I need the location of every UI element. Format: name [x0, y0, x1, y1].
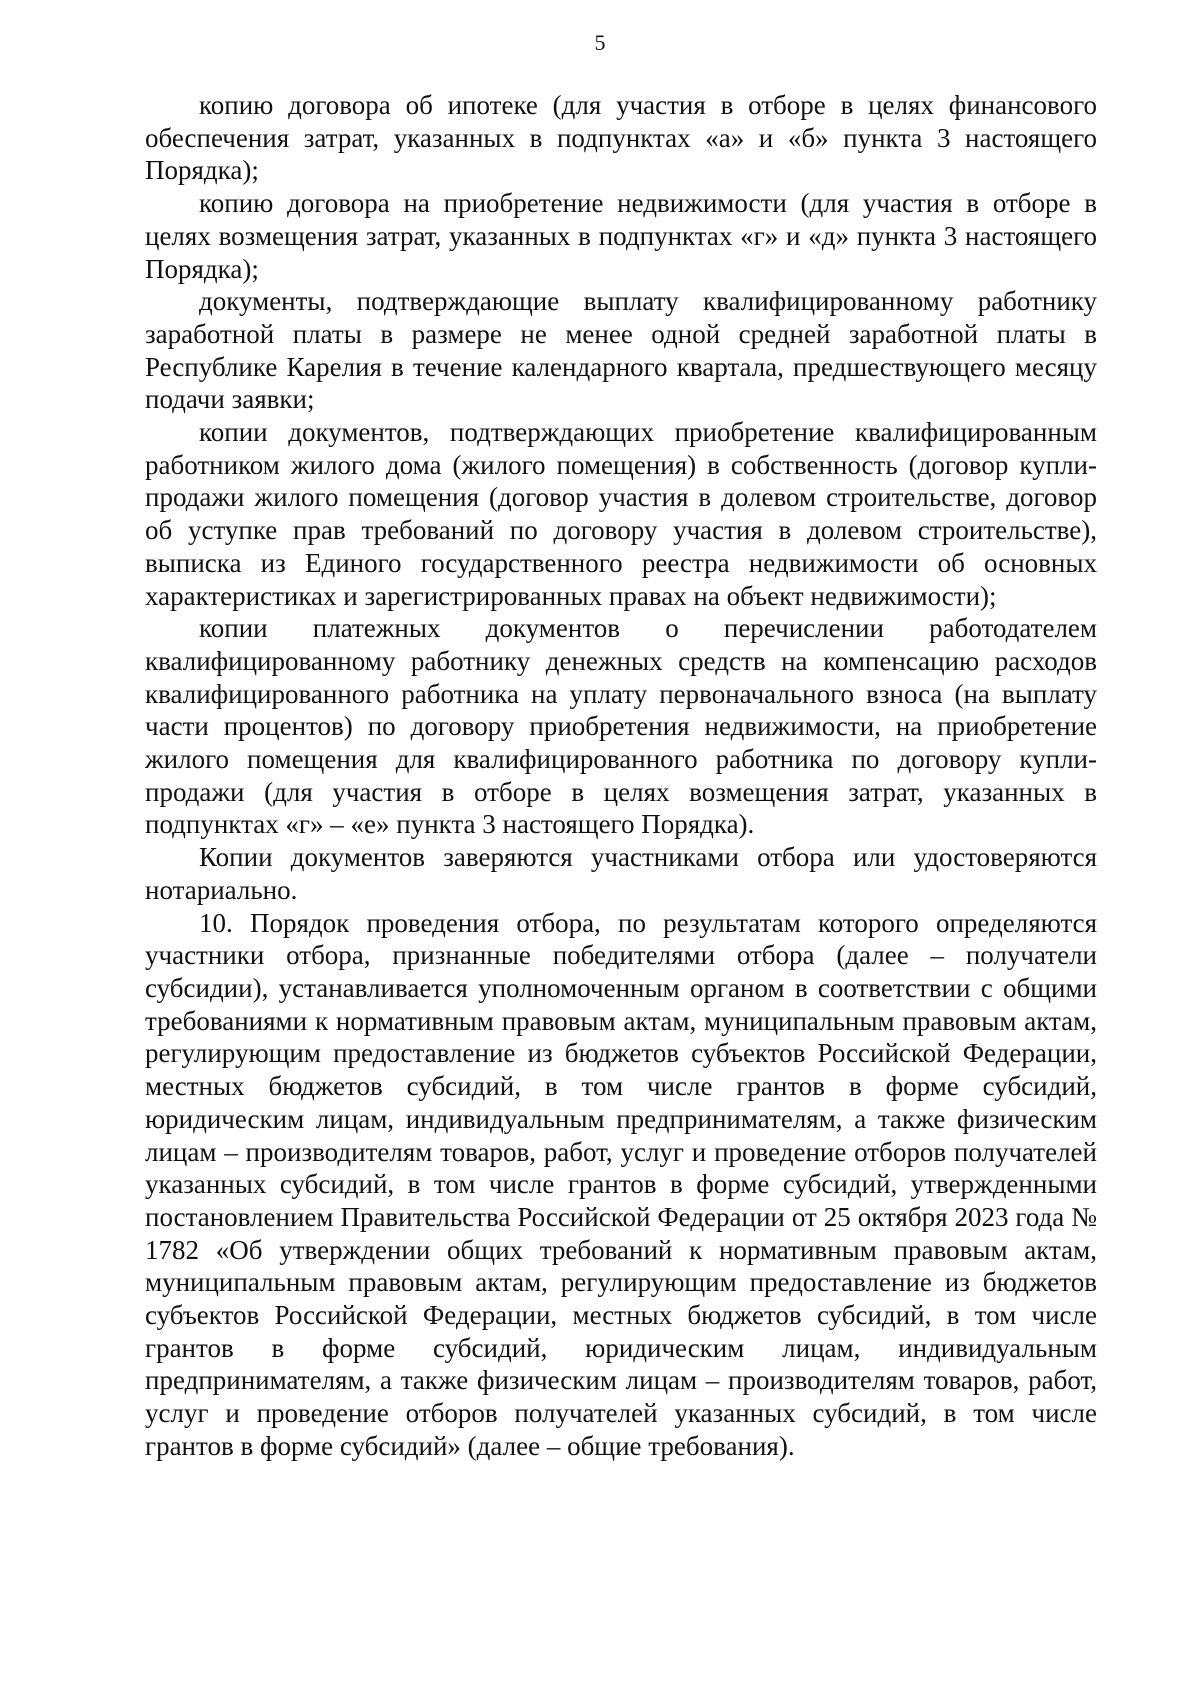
paragraph-salary-documents: документы, подтверждающие выплату квалифицированному работнику заработной платы в размере не менее одной средней заработной платы в Республике Карелия в течение календарного квартала, предшествующего месяцу подачи заявки; — [145, 286, 1097, 415]
page-number: 5 — [594, 30, 606, 55]
paragraph-selection-procedure: 10. Порядок проведения отбора, по результатам которого определяются участники отбора, признанные победителями отбора (далее – получатели субсидии), устанавливается уполномоченным органом в соответствии с общими требованиями к нормативным правовым актам, муниципальным правовым актам, регулирующим предоставление из бюджетов субъектов Российской Федерации, местных бюджетов субсидий, в том числе грантов в форме субсидий, юридическим лицам, индивидуальным предпринимателям, а также физическим лицам – производителям товаров, работ, услуг и проведение отборов получателей указанных субсидий, в том числе грантов в форме субсидий, утвержденными постановлением Правительства Российской Федерации от 25 октября 2023 года № 1782 «Об утверждении общих требований к нормативным правовым актам, муниципальным правовым актам, регулирующим предоставление из бюджетов субъектов Российской Федерации, местных бюджетов субсидий, в том числе грантов в форме субсидий, юридическим лицам, индивидуальным предпринимателям, а также физическим лицам – производителям товаров, работ, услуг и проведение отборов получателей указанных субсидий, в том числе грантов в форме субсидий» (далее – общие требования). — [145, 907, 1097, 1461]
paragraph-mortgage-contract: копию договора об ипотеке (для участия в отборе в целях финансового обеспечения затрат, указанных в подпунктах «а» и «б» пункта 3 настоящего Порядка); — [145, 90, 1097, 186]
paragraph-certification: Копии документов заверяются участниками отбора или удостоверяются нотариально. — [145, 842, 1097, 905]
paragraph-housing-acquisition-documents: копии документов, подтверждающих приобретение квалифицированным работником жилого дома (жилого помещения) в собственность (договор купли-продажи жилого помещения (договор участия в долевом строительстве, договор об уступке прав требований по договору участия в долевом строительстве), выписка из Единого государственного реестра недвижимости об основных характеристиках и зарегистрированных правах на объект недвижимости); — [145, 417, 1097, 611]
paragraph-property-purchase-contract: копию договора на приобретение недвижимости (для участия в отборе в целях возмещения затрат, указанных в подпунктах «г» и «д» пункта 3 настоящего Порядка); — [145, 188, 1097, 284]
paragraph-payment-documents: копии платежных документов о перечислении работодателем квалифицированному работнику денежных средств на компенсацию расходов квалифицированного работника на уплату первоначального взноса (на выплату части процентов) по договору приобретения недвижимости, на приобретение жилого помещения для квалифицированного работника по договору купли-продажи (для участия в отборе в целях возмещения затрат, указанных в подпунктах «г» – «е» пункта 3 настоящего Порядка). — [145, 613, 1097, 840]
document-body — [145, 89, 1097, 1463]
